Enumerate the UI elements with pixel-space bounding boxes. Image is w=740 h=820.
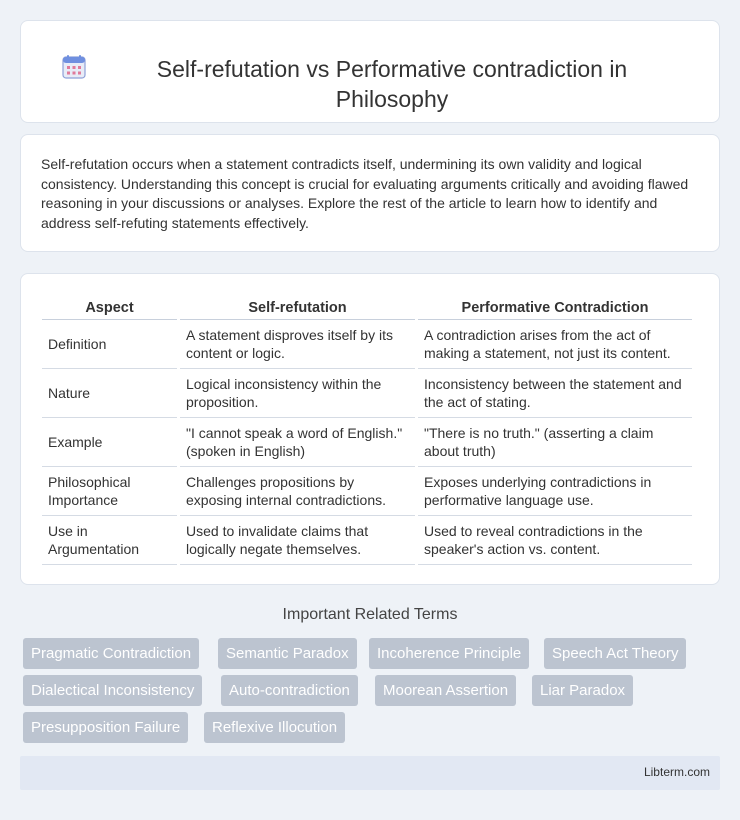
cell-performative: A contradiction arises from the act of making a statement, not just its content. — [418, 320, 692, 369]
related-term-tag[interactable]: Presupposition Failure — [23, 712, 188, 743]
table-row — [42, 369, 692, 418]
related-term-tag[interactable]: Auto-contradiction — [221, 675, 358, 706]
cell-self-refutation: Logical inconsistency within the proposition. — [180, 369, 415, 418]
cell-performative: Exposes underlying contradictions in performative language use. — [418, 467, 692, 516]
table-row — [42, 418, 692, 467]
related-term-tag[interactable]: Incoherence Principle — [369, 638, 529, 669]
related-term-tag[interactable]: Dialectical Inconsistency — [23, 675, 202, 706]
cell-performative: Used to reveal contradictions in the speaker's action vs. content. — [418, 516, 692, 565]
footer — [20, 756, 720, 790]
cell-self-refutation: Challenges propositions by exposing internal contradictions. — [180, 467, 415, 516]
comparison-table — [39, 294, 695, 565]
related-term-tag[interactable]: Speech Act Theory — [544, 638, 686, 669]
header-card — [20, 20, 720, 123]
related-term-tag[interactable]: Reflexive Illocution — [204, 712, 345, 743]
cell-aspect: Philosophical Importance — [42, 467, 177, 516]
related-term-tag[interactable]: Moorean Assertion — [375, 675, 516, 706]
related-term-tag[interactable]: Pragmatic Contradiction — [23, 638, 199, 669]
related-term-tag[interactable]: Semantic Paradox — [218, 638, 357, 669]
table-row — [42, 467, 692, 516]
cell-performative: Inconsistency between the statement and the act of stating. — [418, 369, 692, 418]
column-header-aspect: Aspect — [42, 294, 177, 320]
cell-performative: "There is no truth." (asserting a claim about truth) — [418, 418, 692, 467]
intro-text: Self-refutation occurs when a statement contradicts itself, undermining its own validity and logical consistency. Understanding this concept is crucial for evaluating arguments critically and avoiding flawed reasoning in your discussions or analyses. Explore the rest of the article to learn how to identify and address self-refuting statements effectively. — [41, 156, 689, 231]
cell-aspect: Nature — [42, 369, 177, 418]
cell-self-refutation: A statement disproves itself by its content or logic. — [180, 320, 415, 369]
comparison-table-card — [20, 273, 720, 585]
column-header-performative-contradiction: Performative Contradiction — [418, 294, 692, 320]
column-header-self-refutation: Self-refutation — [180, 294, 415, 320]
page-title: Self-refutation vs Performative contradiction in Philosophy — [156, 55, 628, 112]
related-terms-heading: Important Related Terms — [282, 606, 458, 623]
related-term-tag[interactable]: Liar Paradox — [532, 675, 633, 706]
cell-self-refutation: Used to invalidate claims that logically negate themselves. — [180, 516, 415, 565]
intro-card — [20, 134, 720, 252]
footer-site-link[interactable]: Libterm.com — [643, 765, 710, 779]
calendar-icon — [61, 54, 87, 80]
cell-aspect: Definition — [42, 320, 177, 369]
cell-aspect: Example — [42, 418, 177, 467]
table-row — [42, 516, 692, 565]
cell-self-refutation: "I cannot speak a word of English." (spoken in English) — [180, 418, 415, 467]
cell-aspect: Use in Argumentation — [42, 516, 177, 565]
table-row — [42, 320, 692, 369]
table-header-row — [42, 294, 692, 320]
